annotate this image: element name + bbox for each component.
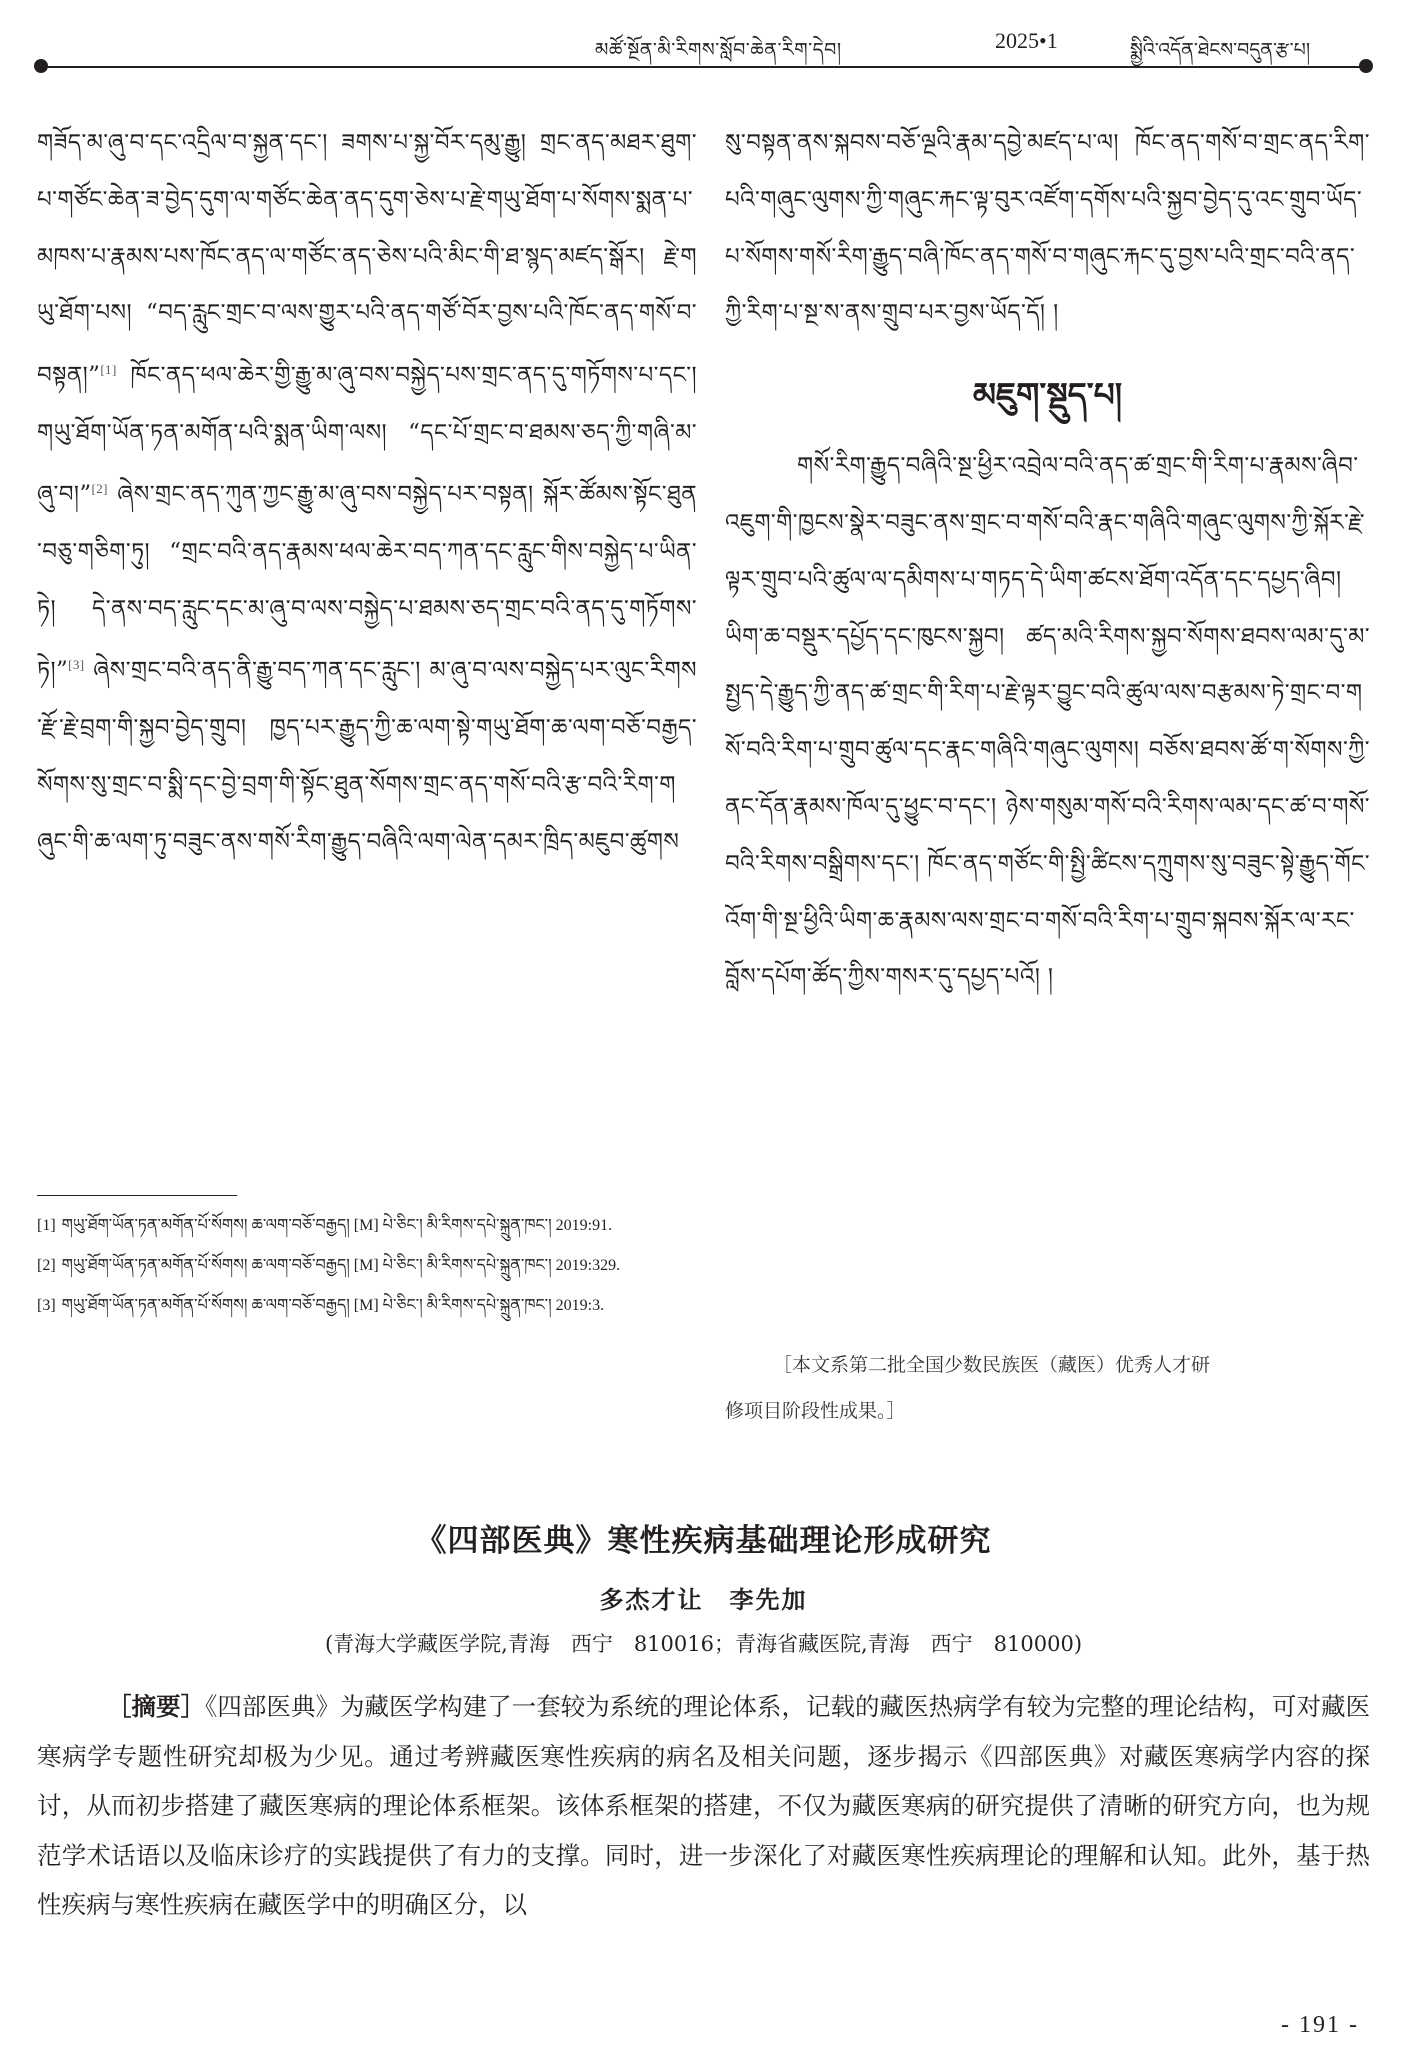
article-title: 《四部医典》寒性疾病基础理论形成研究 [415,1523,992,1559]
citation-3: [3] [68,657,85,673]
issue-number: 2025•1 [995,28,1058,53]
right-paragraph-2: གསོ་རིག་རྒྱུད་བཞིའི་སྔ་ཕྱིར་འབྲེལ་བའི་ནད་ཚ་གྲང་གི་རིག་པ་རྣམས་ཞིབ་འཇུག་གི་ཁྱངས་སྣེར་བཟུང་ནས་གྲང་བ་གསོ་བའི་རྣང་གཞིའི་གཞུང་ལུགས་ཀྱི་སྐོར་རྗེ་ལྟར་གྲུབ་པའི་ཚུལ་ལ་དམིགས་པ་གཏད་དེ་ཡིག་ཚངས་ཐོག་འདོན་དང་དཔྱད་ཞིབ། ཡིག་ཆ་བསྡུར་དཔྱོད་དང་ཁུངས་སྐྱབ། ཚད་མའི་རིགས་སྐྱབ་སོགས་ཐབས་ལམ་དུ་མ་སྤྱད་དེ་རྒྱུད་ཀྱི་ནད་ཚ་གྲང་གི་རིག་པ་རྗེ་ལྟར་བྱུང་བའི་ཚུལ་ལས་བརྩམས་ཏེ་གྲང་བ་གསོ་བའི་རིག་པ་གྲུབ་ཚུལ་དང་རྣང་གཞིའི་གཞུང་ལུགས། བཅོས་ཐབས་ཚོ་ག་སོགས་ཀྱི་ནང་དོན་རྣམས་ཁོལ་དུ་ཕྱུང་བ་དང་། ཉེས་གསུམ་གསོ་བའི་རིགས་ལམ་དང་ཚ་བ་གསོ་བའི་རིགས་བསྒྲིགས་དང་། ཁོང་ནད་གཙོང་གི་སྤྱི་ཚིངས་དཀྲུགས་སུ་བཟུང་སྟེ་རྒྱུད་གོང་འོག་གི་སྔ་ཕྱིའི་ཡིག་ཆ་རྣམས་ལས་གྲང་བ་གསོ་བའི་རིག་པ་གྲུབ་སྐབས་སྐོར་ལ་རང་བློས་དཔོག་ཚོད་ཀྱིས་གསར་དུ་དཔྱད་པའོ། ། [725,453,1370,991]
left-paragraph-text-3: ཞེས་གྲང་ནད་ཀུན་ཀྱང་རྒྱུ་མ་ཞུ་བས་བསྐྱེད་པར་བསྟན། སྐོར་ཚོམས་སྟོང་ཐུན་བཅུ་གཅིག་ཏུ། “གྲང་བའི་ནད་རྣམས་ཕལ་ཆེར་བད་ཀན་དང་རླུང་གིས་བསྐྱེད་པ་ཡིན་ཏེ། དེ་ནས་བད་རླུང་དང་མ་ཞུ་བ་ལས་བསྐྱེད་པ་ཐམས་ཅད་གྲང་བའི་ནད་དུ་གཏོགས་ཏེ།” [37,482,697,685]
footnote-text: གཡུ་ཐོག་ཡོན་ཏན་མགོན་པོ་སོགས། ཆ་ལག་བཅོ་བརྒྱད། [M] པེ་ཅིང་། མི་རིགས་དཔེ་སྐྲུན་ཁང་། 2019:91. [61,1217,613,1234]
running-header [40,22,1367,82]
journal-name: མཚོ་སྔོན་མི་རིགས་སློབ་ཆེན་རིག་དེབ། [595,39,842,61]
left-paragraph-text-2: ཁོང་ནད་ཕལ་ཆེར་གྱི་རྒྱུ་མ་ཞུ་བས་བསྐྱེད་པས་གྲང་ནད་དུ་གཏོགས་པ་དང་། གཡུ་ཐོག་ཡོན་ཏན་མགོན་པའི་སྨན་ཡིག་ལས། “དང་པོ་གྲང་བ་ཐམས་ཅད་ཀྱི་གཞི་མ་ཞུ་བ།” [37,362,697,509]
footnote-number: [2] [37,1257,56,1274]
header-rule [40,66,1367,68]
footnote [37,1288,692,1324]
abstract-text: 《四部医典》为藏医学构建了一套较为系统的理论体系，记载的藏医热病学有较为完整的理论结构，可对藏医寒病学专题性研究却极为少见。通过考辨藏医寒性疾病的病名及相关问题，逐步揭示《四部医典》对藏医寒病学内容的探讨，从而初步搭建了藏医寒病的理论体系框架。该体系框架的搭建，不仅为藏医寒病的研究提供了清晰的研究方向，也为规范学术话语以及临床诊疗的实践提供了有力的支撑。同时，进一步深化了对藏医寒性疾病理论的理解和认知。此外，基于热性疾病与寒性疾病在藏医学中的明确区分，以 [37,1692,1371,1919]
citation-2: [2] [91,481,108,497]
left-paragraph-text-4: ཞེས་གྲང་བའི་ནད་ནི་རྒྱུ་བད་ཀན་དང་རླུང་། མ་ཞུ་བ་ལས་བསྐྱེད་པར་ལུང་རིགས་རྫོ་རྗེ་བྲག་གི་སྐྱབ་བྱེད་གྲུབ། ཁྱད་པར་རྒྱུད་ཀྱི་ཆ་ལག་སྟེ་གཡུ་ཐོག་ཆ་ལག་བཅོ་བརྒྱད་སོགས་སུ་གྲང་བ་སྨི་དང་བྱེ་བྲག་གི་སྟོང་ཐུན་སོགས་གྲང་ནད་གསོ་བའི་རྩ་བའི་རིག་གཞུང་གི་ཆ་ལག་ཏུ་བཟུང་ནས་གསོ་རིག་རྒྱུད་བཞིའི་ལག་ལེན་དམར་ཁྲིད་མཇུབ་ཚུགས [37,658,697,855]
footnote [37,1208,692,1244]
footnote-text: གཡུ་ཐོག་ཡོན་ཏན་མགོན་པོ་སོགས། ཆ་ལག་བཅོ་བརྒྱད། [M] པེ་ཅིང་། མི་རིགས་དཔེ་སྐྲུན་ཁང་། 2019:3. [61,1297,605,1314]
right-paragraph-1: སུ་བསྟན་ནས་སྐབས་བཅོ་ལྔའི་རྣམ་དབྱེ་མཛད་པ་ལ། ཁོང་ནད་གསོ་བ་གྲང་ནད་རིག་པའི་གཞུང་ལུགས་ཀྱི་གཞུང་རྐང་ལྟ་བུར་འཛོག་དགོས་པའི་སྐྱབ་བྱེད་དུ་འང་གྲུབ་ཡོད་པ་སོགས་གསོ་རིག་རྒྱུད་བཞི་ཁོང་ནད་གསོ་བ་གཞུང་རྐང་དུ་བྱས་པའི་གྲང་བའི་ནད་ཀྱི་རིག་པ་སྔ་ས་ནས་གྲུབ་པར་བྱས་ཡོད་དོ། ། [725,130,1370,327]
header-rule-dot-left [34,59,48,73]
right-column [725,115,1370,1325]
abstract-label: ［摘要］ [107,1692,206,1721]
abstract [37,1682,1370,1930]
section-heading-conclusion: མཇུག་སྡུད་པ། [972,375,1123,415]
page-number: - 191 - [1281,2012,1359,2038]
funding-note [725,1342,1365,1434]
funding-note-line-1: ［本文系第二批全国少数民族医（藏医）优秀人才研 [773,1354,1211,1376]
footnote [37,1248,692,1284]
funding-note-line-2: 修项目阶段性成果。］ [725,1400,906,1422]
left-column [37,115,697,1175]
footnote-text: གཡུ་ཐོག་ཡོན་ཏན་མགོན་པོ་སོགས། ཆ་ལག་བཅོ་བརྒྱད། [M] པེ་ཅིང་། མི་རིགས་དཔེ་སྐྲུན་ཁང་། 2019:329. [61,1257,621,1274]
footnote-number: [1] [37,1217,56,1234]
article-affiliation: (青海大学藏医学院,青海 西宁 810016；青海省藏医院,青海 西宁 810000) [324,1632,1083,1656]
citation-1: [1] [100,362,117,378]
header-rule-dot-right [1359,59,1373,73]
footnote-number: [3] [37,1297,56,1314]
footnotes [37,1208,692,1328]
left-paragraph-text: གཟོད་མ་ཞུ་བ་དང་འདྲིལ་བ་སྐྱན་དང་། ཟགས་པ་སྐྱ་བོར་དམུ་རྒྱུ། གྲང་ནད་མཐར་ཐུག་པ་གཙོང་ཆེན་ཟ་བྱེད་དུག་ལ་གཙོང་ཆེན་ནད་དུག་ཅེས་པ་རྗེ་གཡུ་ཐོག་པ་སོགས་སྨན་པ་མཁས་པ་རྣམས་པས་ཁོང་ནད་ལ་གཙོང་ནད་ཅེས་པའི་མིང་གི་ཐ་སྙད་མཛད་སྒོར། རྗེ་གཡུ་ཐོག་པས། “བད་རླུང་གྲང་བ་ལས་གྱུར་པའི་ནད་གཙོ་བོར་བྱས་པའི་ཁོང་ནད་གསོ་བ་བསྟན།” [37,130,697,389]
article-authors: 多杰才让 李先加 [599,1586,808,1614]
left-paragraph [37,115,697,870]
issue-section: སྨྱིའི་འདོན་ཐེངས་བདུན་རྩ་པ། [1130,39,1311,61]
footnote-rule [37,1195,237,1196]
